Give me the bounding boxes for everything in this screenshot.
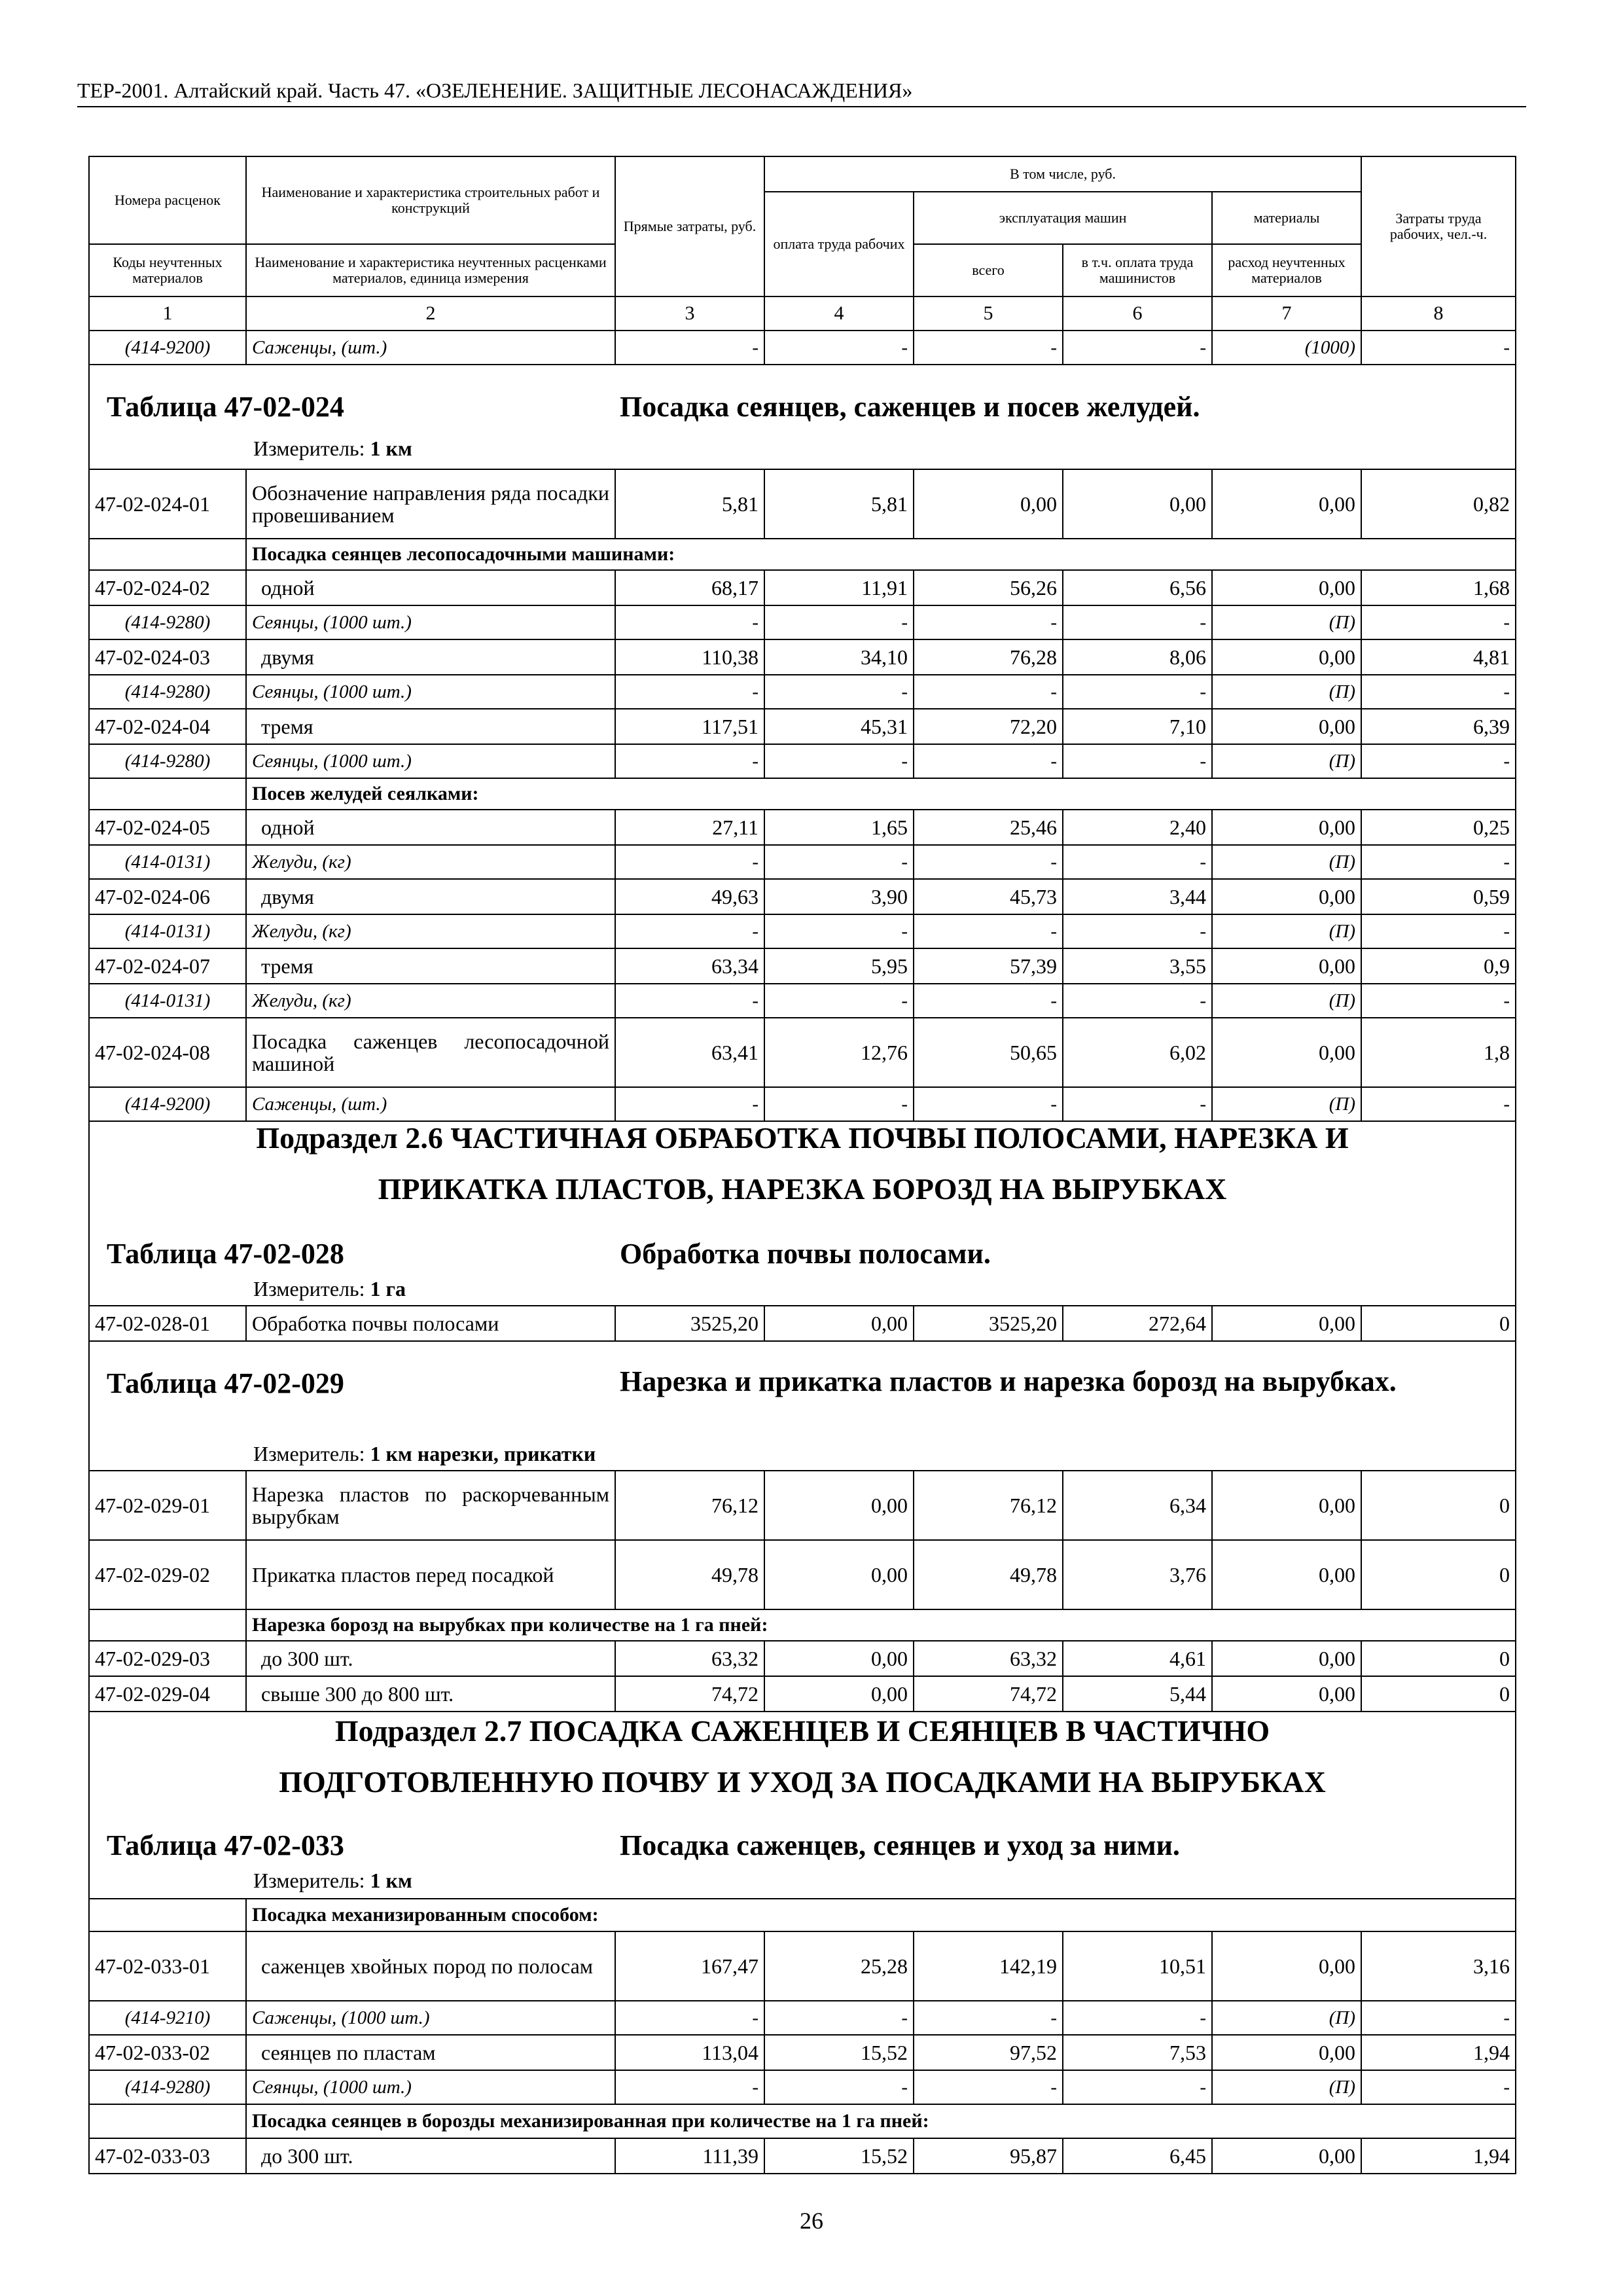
cell-value: 76,28 — [914, 639, 1063, 675]
cell-value: 0,00 — [1212, 570, 1361, 605]
cell-value: 3,90 — [764, 879, 914, 914]
material-row — [89, 914, 1516, 948]
cell-value: - — [1361, 744, 1516, 778]
table-row — [89, 879, 1516, 914]
table-title: Таблица 47-02-024 — [107, 391, 344, 423]
rate-code: 47-02-024-02 — [89, 570, 246, 605]
cell-value: 0,00 — [1212, 2138, 1361, 2174]
column-numbers-row — [89, 296, 1516, 331]
cell-value: (П) — [1212, 845, 1361, 879]
table-row — [89, 1931, 1516, 2001]
rate-name: до 300 шт. — [246, 1641, 615, 1676]
measure-unit — [253, 1441, 596, 1466]
cell-value: - — [615, 605, 764, 639]
cell-value: 49,78 — [914, 1540, 1063, 1609]
cell-value: 56,26 — [914, 570, 1063, 605]
cell-value: 7,53 — [1063, 2035, 1212, 2070]
cell-value: - — [1063, 845, 1212, 879]
cell-value: - — [914, 744, 1063, 778]
rate-name: тремя — [246, 709, 615, 744]
table-row — [89, 1306, 1516, 1341]
material-name: Сеянцы, (1000 шт.) — [246, 605, 615, 639]
material-row — [89, 331, 1516, 365]
cell-value: - — [914, 331, 1063, 365]
table-row — [89, 1018, 1516, 1087]
cell-value: 74,72 — [615, 1676, 764, 1712]
cell-value: - — [914, 845, 1063, 879]
cell-value: 0 — [1361, 1540, 1516, 1609]
material-name: Сеянцы, (1000 шт.) — [246, 675, 615, 709]
rate-code: 47-02-024-05 — [89, 810, 246, 845]
cell-value: 5,81 — [615, 469, 764, 539]
cell-value: 49,63 — [615, 879, 764, 914]
cell-value: 45,31 — [764, 709, 914, 744]
col6-header: в т.ч. оплата труда машинистов — [1063, 244, 1212, 296]
section-title-line2: ПОДГОТОВЛЕННУЮ ПОЧВУ И УХОД ЗА ПОСАДКАМИ НА ВЫРУБКАХ — [279, 1765, 1326, 1799]
machines-header: эксплуатация машин — [914, 192, 1212, 244]
page-header: ТЕР-2001. Алтайский край. Часть 47. «ОЗЕЛЕНЕНИЕ. ЗАЩИТНЫЕ ЛЕСОНАСАЖДЕНИЯ» — [77, 77, 1526, 107]
cell-value: (П) — [1212, 2070, 1361, 2104]
measure-value: 1 га — [370, 1277, 406, 1300]
material-name: Сеянцы, (1000 шт.) — [246, 2070, 615, 2104]
material-name: Саженцы, (шт.) — [246, 331, 615, 365]
cell-value: - — [615, 1087, 764, 1121]
material-name: Желуди, (кг) — [246, 914, 615, 948]
table-title: Таблица 47-02-029 — [107, 1367, 344, 1399]
cell-value: 0,00 — [1212, 469, 1361, 539]
cell-value: 3525,20 — [615, 1306, 764, 1341]
cell-value: - — [764, 2001, 914, 2035]
material-row — [89, 605, 1516, 639]
subheading-row — [89, 1609, 1516, 1641]
cell-value: 10,51 — [1063, 1931, 1212, 2001]
cell-value: 0 — [1361, 1471, 1516, 1540]
cell-value: 0 — [1361, 1676, 1516, 1712]
cell-value: 3,55 — [1063, 948, 1212, 984]
page-number: 26 — [800, 2208, 823, 2234]
cell-value: 0,00 — [1212, 2035, 1361, 2070]
col-num: 2 — [246, 296, 615, 331]
cell-value: - — [764, 2070, 914, 2104]
cell-value: 5,44 — [1063, 1676, 1212, 1712]
cell-value: 15,52 — [764, 2035, 914, 2070]
cell-value: 3,44 — [1063, 879, 1212, 914]
table-row — [89, 639, 1516, 675]
cell-value: 6,56 — [1063, 570, 1212, 605]
cell-value: - — [1063, 2001, 1212, 2035]
table-row — [89, 1540, 1516, 1609]
measure-value: 1 км — [370, 1869, 412, 1892]
rate-code: 47-02-024-03 — [89, 639, 246, 675]
rate-code: 47-02-024-06 — [89, 879, 246, 914]
rate-name: Обозначение направления ряда посадки провешиванием — [246, 469, 615, 539]
material-code: (414-9200) — [89, 1087, 246, 1121]
cell-value: 0,82 — [1361, 469, 1516, 539]
material-code: (414-9200) — [89, 331, 246, 365]
cell-value: 27,11 — [615, 810, 764, 845]
cell-value: 0,00 — [1212, 948, 1361, 984]
cell-value: - — [914, 605, 1063, 639]
cell-value: 76,12 — [615, 1471, 764, 1540]
cell-value: 3525,20 — [914, 1306, 1063, 1341]
cell-value: 49,78 — [615, 1540, 764, 1609]
cell-value: - — [1361, 1087, 1516, 1121]
incl-header: В том числе, руб. — [764, 156, 1361, 192]
col-num: 7 — [1212, 296, 1361, 331]
rate-code: 47-02-024-07 — [89, 948, 246, 984]
cell-value: - — [764, 331, 914, 365]
material-code: (414-9210) — [89, 2001, 246, 2035]
cell-value: 0,00 — [1212, 1676, 1361, 1712]
rate-name: свыше 300 до 800 шт. — [246, 1676, 615, 1712]
rate-name: до 300 шт. — [246, 2138, 615, 2174]
measure-unit — [253, 1868, 412, 1893]
cell-value: 0,00 — [764, 1676, 914, 1712]
cell-value: - — [1063, 1087, 1212, 1121]
material-code: (414-0131) — [89, 984, 246, 1018]
rate-code: 47-02-024-04 — [89, 709, 246, 744]
rate-name: Нарезка пластов по раскорчеванным вырубкам — [246, 1471, 615, 1540]
table-row — [89, 948, 1516, 984]
cell-value: 7,10 — [1063, 709, 1212, 744]
cell-value: - — [914, 2001, 1063, 2035]
cell-value: 57,39 — [914, 948, 1063, 984]
cell-value: 8,06 — [1063, 639, 1212, 675]
cell-value: 0,00 — [764, 1306, 914, 1341]
cell-value: - — [1361, 675, 1516, 709]
cell-value: 68,17 — [615, 570, 764, 605]
cell-value: 0,00 — [1212, 810, 1361, 845]
cell-value: - — [1361, 914, 1516, 948]
measure-value: 1 км — [370, 437, 412, 460]
cell-value: - — [615, 984, 764, 1018]
col8-header: Затраты труда рабочих, чел.-ч. — [1361, 156, 1516, 296]
rate-code: 47-02-029-03 — [89, 1641, 246, 1676]
cell-value: - — [615, 2001, 764, 2035]
cell-value: 12,76 — [764, 1018, 914, 1087]
cell-value: 50,65 — [914, 1018, 1063, 1087]
cell-value: - — [914, 2070, 1063, 2104]
rate-name: саженцев хвойных пород по полосам — [246, 1931, 615, 2001]
cell-value: 0,00 — [914, 469, 1063, 539]
rate-name: одной — [246, 810, 615, 845]
cell-value: 63,32 — [914, 1641, 1063, 1676]
cell-value: 6,02 — [1063, 1018, 1212, 1087]
cell-value: 11,91 — [764, 570, 914, 605]
cell-value: - — [764, 914, 914, 948]
cell-value: (П) — [1212, 984, 1361, 1018]
rate-name: двумя — [246, 879, 615, 914]
rate-code: 47-02-029-01 — [89, 1471, 246, 1540]
cell-value: (П) — [1212, 675, 1361, 709]
cell-value: 117,51 — [615, 709, 764, 744]
table-name: Нарезка и прикатка пластов и нарезка борозд на вырубках. — [620, 1365, 1397, 1397]
section-title-line1: Подраздел 2.7 ПОСАДКА САЖЕНЦЕВ И СЕЯНЦЕВ В ЧАСТИЧНО — [334, 1714, 1270, 1748]
material-row — [89, 845, 1516, 879]
cell-value: 63,34 — [615, 948, 764, 984]
cell-value: 0,00 — [1212, 639, 1361, 675]
cell-value: 0,00 — [764, 1471, 914, 1540]
table-row — [89, 1676, 1516, 1712]
cell-value: 4,81 — [1361, 639, 1516, 675]
table-name: Посадка саженцев, сеянцев и уход за ними. — [620, 1829, 1180, 1861]
cell-value: 25,28 — [764, 1931, 914, 2001]
cell-value: - — [615, 331, 764, 365]
cell-value: 1,94 — [1361, 2035, 1516, 2070]
col1-header-a: Номера расценок — [89, 156, 246, 244]
col-num: 8 — [1361, 296, 1516, 331]
col2-header-b: Наименование и характеристика неучтенных расценками материалов, единица измерения — [246, 244, 615, 296]
cell-value: 76,12 — [914, 1471, 1063, 1540]
cell-value: (П) — [1212, 914, 1361, 948]
material-row — [89, 2001, 1516, 2035]
cell-value: - — [1063, 984, 1212, 1018]
cell-value: - — [1063, 675, 1212, 709]
rate-code: 47-02-024-08 — [89, 1018, 246, 1087]
cell-value: - — [1361, 2001, 1516, 2035]
cell-value: 0,00 — [1212, 879, 1361, 914]
measure-label: Измеритель: — [253, 1869, 370, 1892]
cell-value: - — [764, 605, 914, 639]
rate-name: тремя — [246, 948, 615, 984]
col4-header: оплата труда рабочих — [764, 192, 914, 296]
material-name: Саженцы, (шт.) — [246, 1087, 615, 1121]
col-num: 6 — [1063, 296, 1212, 331]
table-row — [89, 2035, 1516, 2070]
cell-value: 1,65 — [764, 810, 914, 845]
cell-value: 0,9 — [1361, 948, 1516, 984]
material-name: Желуди, (кг) — [246, 984, 615, 1018]
table-row — [89, 709, 1516, 744]
subheading-row — [89, 1899, 1516, 1931]
subheading-row — [89, 539, 1516, 570]
cell-value: 1,8 — [1361, 1018, 1516, 1087]
section-title-line1: Подраздел 2.6 ЧАСТИЧНАЯ ОБРАБОТКА ПОЧВЫ ПОЛОСАМИ, НАРЕЗКА И — [256, 1121, 1349, 1155]
cell-value: 34,10 — [764, 639, 914, 675]
material-code: (414-9280) — [89, 605, 246, 639]
subheading: Посев желудей сеялками: — [246, 778, 1516, 810]
rate-name: двумя — [246, 639, 615, 675]
material-row — [89, 1087, 1516, 1121]
cell-value: 0,59 — [1361, 879, 1516, 914]
table-name: Обработка почвы полосами. — [620, 1238, 991, 1270]
cell-value: 0,00 — [764, 1540, 914, 1609]
col1-header-b: Коды неучтенных материалов — [89, 244, 246, 296]
table-row — [89, 2138, 1516, 2174]
section-heading-2-6 — [89, 1121, 1516, 1306]
material-row — [89, 675, 1516, 709]
cell-value: 2,40 — [1063, 810, 1212, 845]
cell-value: - — [615, 845, 764, 879]
cell-value: 272,64 — [1063, 1306, 1212, 1341]
cell-value: - — [1361, 331, 1516, 365]
cell-value: (П) — [1212, 2001, 1361, 2035]
subheading: Нарезка борозд на вырубках при количестве на 1 га пней: — [246, 1609, 1516, 1641]
subheading-row — [89, 2104, 1516, 2138]
cell-value: (П) — [1212, 1087, 1361, 1121]
cell-value: 0 — [1361, 1306, 1516, 1341]
subheading: Посадка сеянцев лесопосадочными машинами: — [246, 539, 1516, 570]
cell-value: - — [1063, 914, 1212, 948]
cell-value: 97,52 — [914, 2035, 1063, 2070]
col5-header: всего — [914, 244, 1063, 296]
materials-header: материалы — [1212, 192, 1361, 244]
cell-value: - — [764, 675, 914, 709]
table-row — [89, 1641, 1516, 1676]
cell-value: 0,00 — [1212, 1931, 1361, 2001]
table-row — [89, 810, 1516, 845]
table-heading-029 — [89, 1341, 1516, 1471]
cell-value: - — [1361, 605, 1516, 639]
cell-value: 74,72 — [914, 1676, 1063, 1712]
material-code: (414-0131) — [89, 914, 246, 948]
col7-header: расход неучтенных материалов — [1212, 244, 1361, 296]
cell-value: 1,94 — [1361, 2138, 1516, 2174]
cell-value: 4,61 — [1063, 1641, 1212, 1676]
rate-code: 47-02-033-02 — [89, 2035, 246, 2070]
table-heading-024 — [89, 365, 1516, 469]
cell-value: (1000) — [1212, 331, 1361, 365]
cell-value: 15,52 — [764, 2138, 914, 2174]
cell-value: - — [615, 2070, 764, 2104]
cell-value: - — [1361, 2070, 1516, 2104]
material-code: (414-9280) — [89, 744, 246, 778]
material-row — [89, 2070, 1516, 2104]
table-title: Таблица 47-02-033 — [107, 1829, 344, 1861]
measure-label: Измеритель: — [253, 1277, 370, 1300]
cell-value: - — [764, 984, 914, 1018]
header-row-1 — [89, 156, 1516, 192]
material-name: Желуди, (кг) — [246, 845, 615, 879]
rate-name: одной — [246, 570, 615, 605]
rate-code: 47-02-024-01 — [89, 469, 246, 539]
table-row — [89, 469, 1516, 539]
cell-value: - — [615, 675, 764, 709]
cell-value: 0,00 — [764, 1641, 914, 1676]
material-name: Сеянцы, (1000 шт.) — [246, 744, 615, 778]
rate-code: 47-02-033-03 — [89, 2138, 246, 2174]
measure-unit — [253, 436, 412, 461]
cell-value: 5,81 — [764, 469, 914, 539]
cell-value: 3,76 — [1063, 1540, 1212, 1609]
cell-value: 1,68 — [1361, 570, 1516, 605]
cell-value: 167,47 — [615, 1931, 764, 2001]
subheading-row — [89, 778, 1516, 810]
cell-value: 110,38 — [615, 639, 764, 675]
rate-name: Прикатка пластов перед посадкой — [246, 1540, 615, 1609]
cell-value: - — [914, 1087, 1063, 1121]
cell-value: 0 — [1361, 1641, 1516, 1676]
cell-value: - — [764, 1087, 914, 1121]
cell-value: - — [1361, 845, 1516, 879]
subheading: Посадка сеянцев в борозды механизированная при количестве на 1 га пней: — [246, 2104, 1516, 2138]
measure-label: Измеритель: — [253, 437, 370, 460]
cell-value: 113,04 — [615, 2035, 764, 2070]
cell-value: 0,00 — [1063, 469, 1212, 539]
cell-value: 63,32 — [615, 1641, 764, 1676]
measure-value: 1 км нарезки, прикатки — [370, 1442, 596, 1465]
cell-value: - — [1063, 2070, 1212, 2104]
section-title-line2: ПРИКАТКА ПЛАСТОВ, НАРЕЗКА БОРОЗД НА ВЫРУБКАХ — [378, 1172, 1227, 1206]
cell-value: - — [615, 914, 764, 948]
cell-value: 63,41 — [615, 1018, 764, 1087]
cell-value: (П) — [1212, 744, 1361, 778]
cell-value: 0,00 — [1212, 1306, 1361, 1341]
col-num: 1 — [89, 296, 246, 331]
cell-value: - — [914, 984, 1063, 1018]
cell-value: 142,19 — [914, 1931, 1063, 2001]
cell-value: 3,16 — [1361, 1931, 1516, 2001]
material-code: (414-9280) — [89, 2070, 246, 2104]
cell-value: - — [914, 675, 1063, 709]
rate-code: 47-02-028-01 — [89, 1306, 246, 1341]
cell-value: 72,20 — [914, 709, 1063, 744]
cell-value: 5,95 — [764, 948, 914, 984]
rate-name: Посадка саженцев лесопосадочной машиной — [246, 1018, 615, 1087]
cell-value: 6,45 — [1063, 2138, 1212, 2174]
measure-label: Измеритель: — [253, 1442, 370, 1465]
cell-value: - — [914, 914, 1063, 948]
cell-value: 25,46 — [914, 810, 1063, 845]
section-heading-2-7 — [89, 1712, 1516, 1899]
material-row — [89, 744, 1516, 778]
cell-value: 95,87 — [914, 2138, 1063, 2174]
cell-value: 0,25 — [1361, 810, 1516, 845]
cell-value: - — [1063, 331, 1212, 365]
col-num: 5 — [914, 296, 1063, 331]
subheading: Посадка механизированным способом: — [246, 1899, 1516, 1931]
cell-value: - — [1361, 984, 1516, 1018]
rate-name: сеянцев по пластам — [246, 2035, 615, 2070]
cell-value: - — [1063, 744, 1212, 778]
col2-header-a: Наименование и характеристика строительных работ и конструкций — [246, 156, 615, 244]
table-row — [89, 570, 1516, 605]
rate-code: 47-02-033-01 — [89, 1931, 246, 2001]
material-row — [89, 984, 1516, 1018]
cell-value: - — [764, 845, 914, 879]
cell-value: 0,00 — [1212, 1641, 1361, 1676]
measure-unit — [253, 1276, 406, 1301]
material-name: Саженцы, (1000 шт.) — [246, 2001, 615, 2035]
cell-value: 0,00 — [1212, 709, 1361, 744]
material-code: (414-9280) — [89, 675, 246, 709]
cell-value: (П) — [1212, 605, 1361, 639]
col-num: 4 — [764, 296, 914, 331]
cell-value: 0,00 — [1212, 1471, 1361, 1540]
rates-table — [88, 156, 1516, 2174]
cell-value: 0,00 — [1212, 1540, 1361, 1609]
table-title: Таблица 47-02-028 — [107, 1238, 344, 1270]
material-code: (414-0131) — [89, 845, 246, 879]
table-row — [89, 1471, 1516, 1540]
rate-name: Обработка почвы полосами — [246, 1306, 615, 1341]
cell-value: 45,73 — [914, 879, 1063, 914]
table-name: Посадка сеянцев, саженцев и посев желудей. — [620, 391, 1200, 423]
rate-code: 47-02-029-02 — [89, 1540, 246, 1609]
cell-value: - — [1063, 605, 1212, 639]
col-num: 3 — [615, 296, 764, 331]
cell-value: - — [615, 744, 764, 778]
cell-value: 0,00 — [1212, 1018, 1361, 1087]
cell-value: 6,39 — [1361, 709, 1516, 744]
cell-value: 111,39 — [615, 2138, 764, 2174]
col3-header: Прямые затраты, руб. — [615, 156, 764, 296]
cell-value: - — [764, 744, 914, 778]
cell-value: 6,34 — [1063, 1471, 1212, 1540]
rate-code: 47-02-029-04 — [89, 1676, 246, 1712]
